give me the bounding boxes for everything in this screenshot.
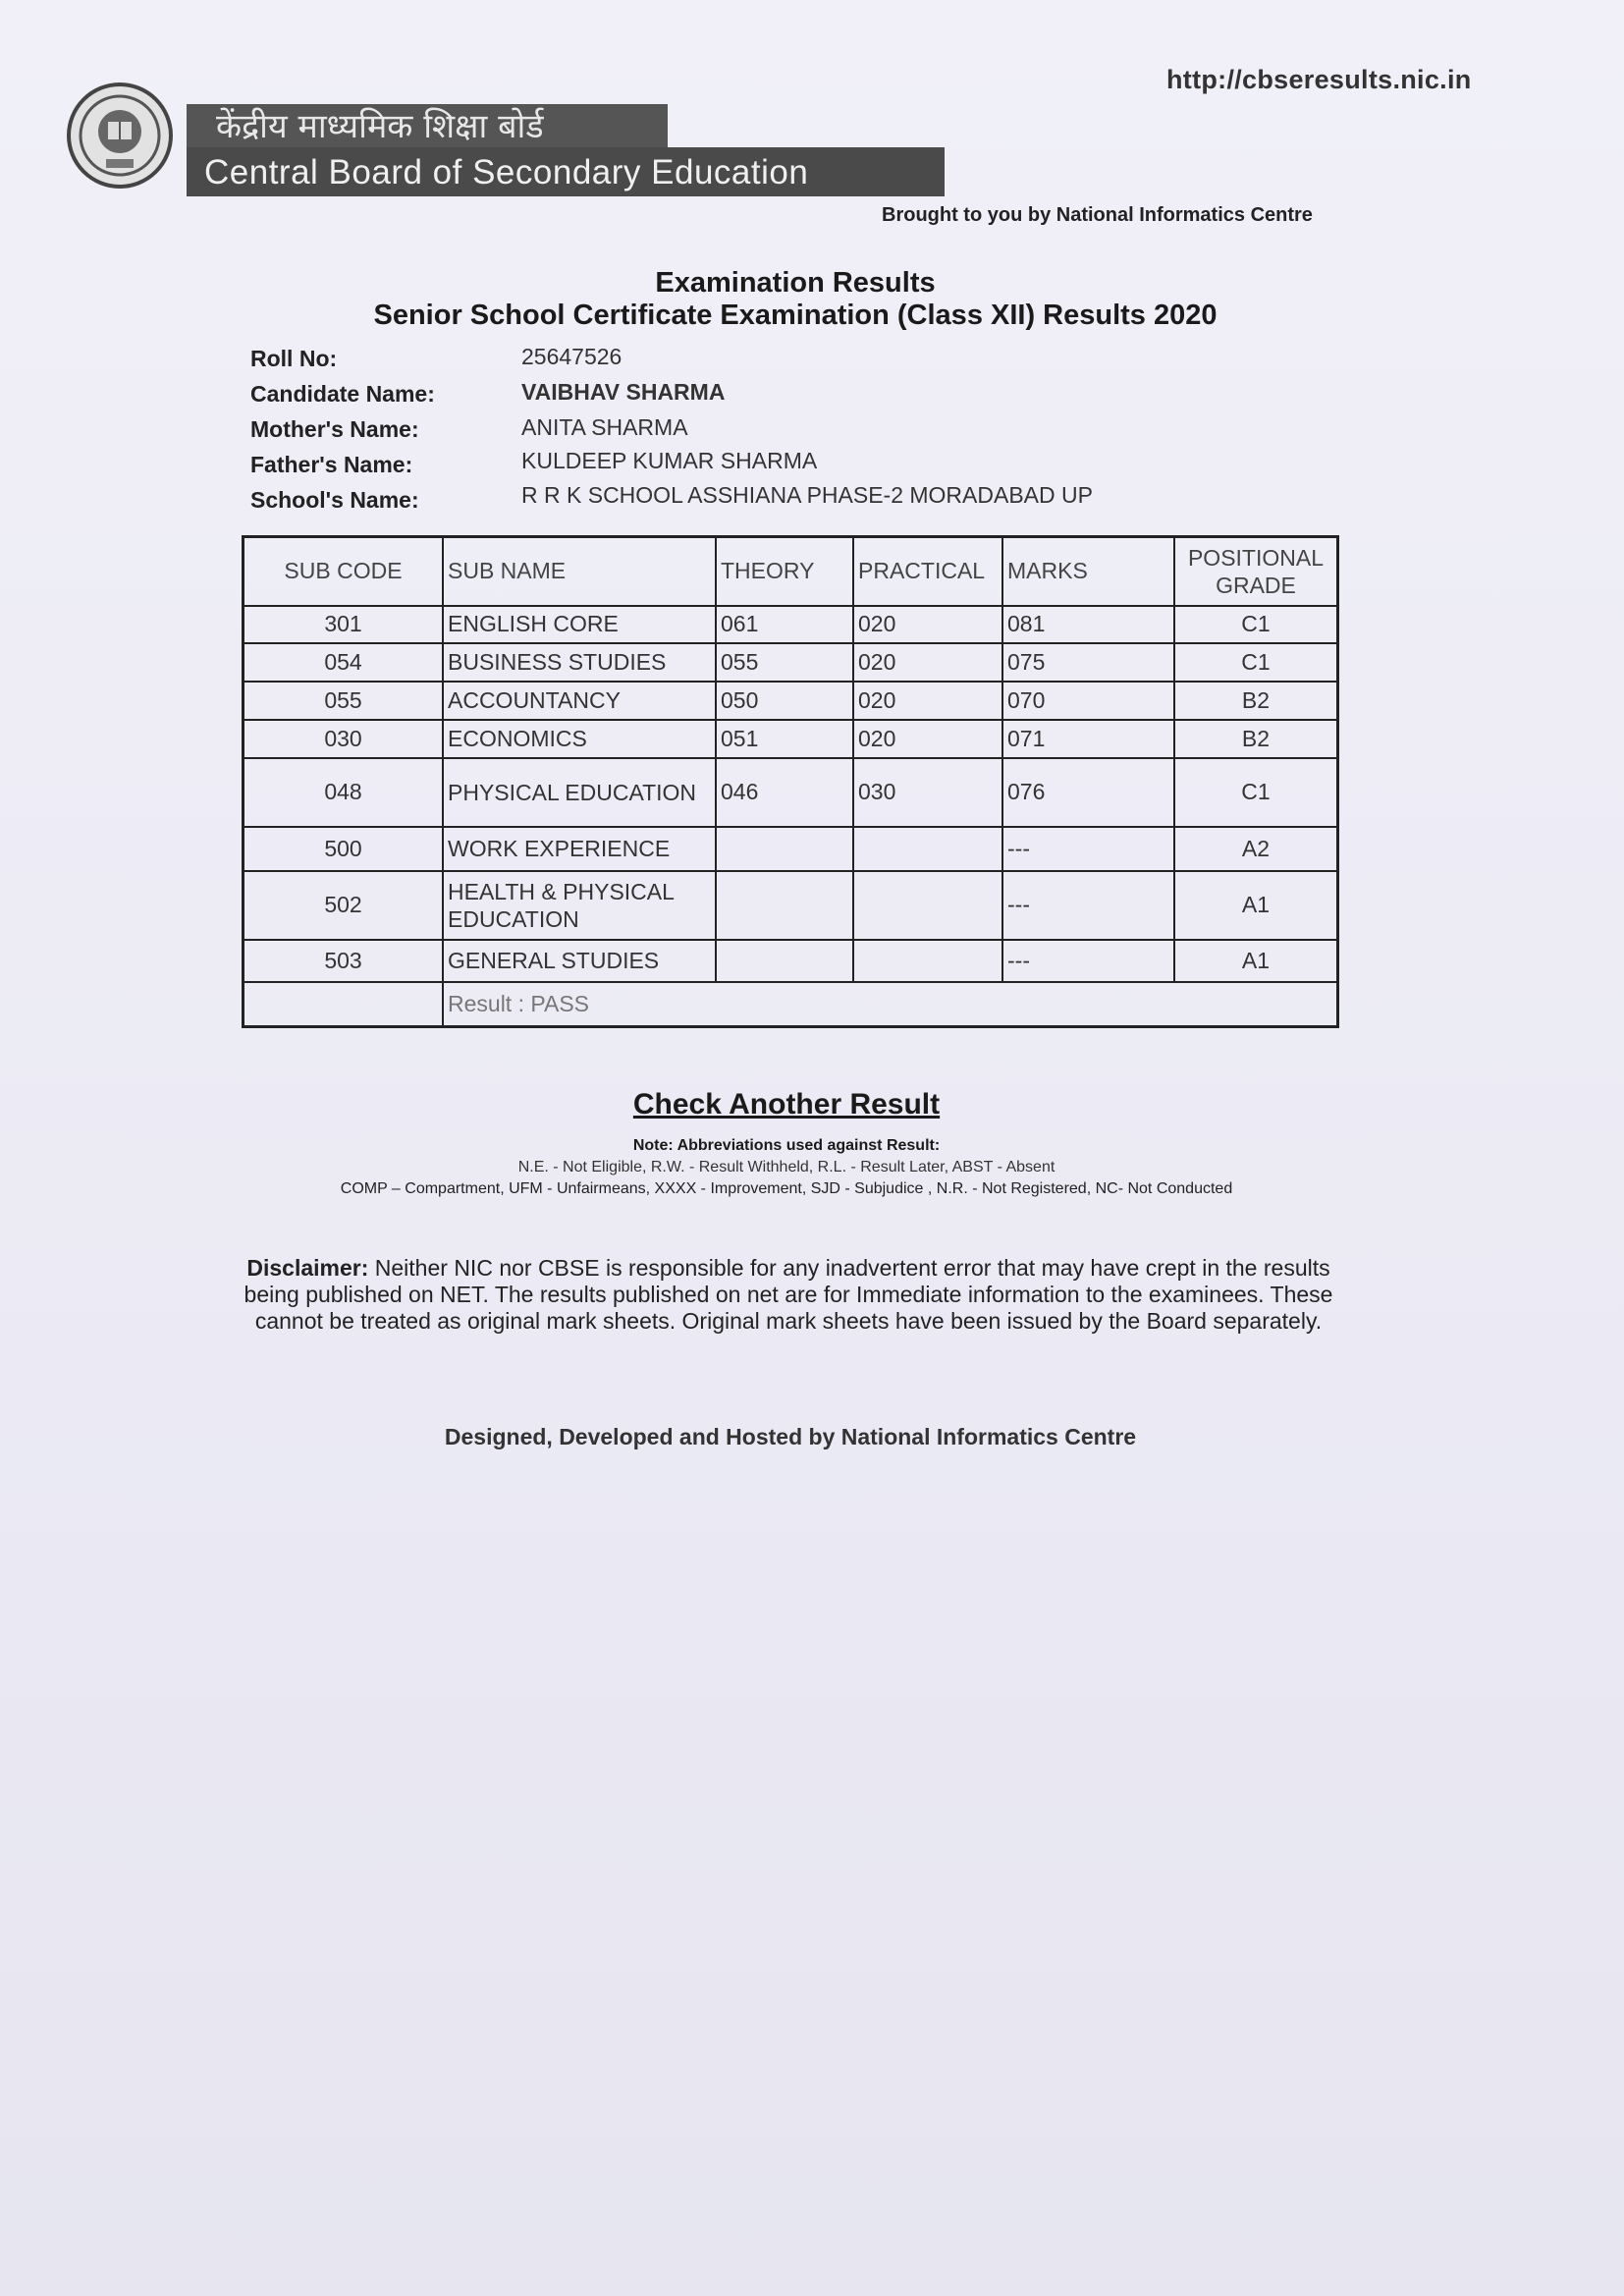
board-name-english: Central Board of Secondary Education xyxy=(187,147,945,196)
table-row xyxy=(244,643,1338,682)
grade-cell: A2 xyxy=(1174,827,1338,871)
table-row xyxy=(244,871,1338,940)
site-url: http://cbseresults.nic.in xyxy=(1166,65,1472,94)
sub-code-cell: 502 xyxy=(244,871,444,940)
marks-table xyxy=(242,535,1339,1028)
mother-name-value: ANITA SHARMA xyxy=(521,414,688,440)
result-status: Result : PASS xyxy=(443,982,1338,1027)
theory-cell: 051 xyxy=(716,720,853,758)
practical-cell: 020 xyxy=(853,682,1002,720)
candidate-name-label: Candidate Name: xyxy=(250,381,435,407)
sub-code-cell: 054 xyxy=(244,643,444,682)
grade-cell: A1 xyxy=(1174,940,1338,982)
result-row xyxy=(244,982,1338,1027)
roll-label: Roll No: xyxy=(250,346,338,371)
note-line-1: N.E. - Not Eligible, R.W. - Result Withheld, R.L. - Result Later, ABST - Absent xyxy=(517,1159,1056,1175)
cbse-logo-icon xyxy=(65,81,175,191)
sub-code-cell: 030 xyxy=(244,720,444,758)
grade-cell: C1 xyxy=(1174,606,1338,643)
result-empty-cell xyxy=(244,982,444,1027)
sub-code-cell: 055 xyxy=(244,682,444,720)
candidate-name-value: VAIBHAV SHARMA xyxy=(521,379,726,405)
header-theory: THEORY xyxy=(716,537,853,606)
father-name-value: KULDEEP KUMAR SHARMA xyxy=(521,448,818,473)
footer-credit: Designed, Developed and Hosted by National Informatics Centre xyxy=(444,1424,1137,1449)
theory-cell xyxy=(716,940,853,982)
sub-name-cell: ENGLISH CORE xyxy=(443,606,716,643)
mother-name-label: Mother's Name: xyxy=(250,416,419,442)
sub-code-cell: 500 xyxy=(244,827,444,871)
check-another-result-link[interactable]: Check Another Result xyxy=(632,1088,941,1121)
practical-cell xyxy=(853,827,1002,871)
theory-cell: 055 xyxy=(716,643,853,682)
header-sub-name: SUB NAME xyxy=(443,537,716,606)
table-row xyxy=(244,827,1338,871)
practical-cell: 020 xyxy=(853,643,1002,682)
marks-cell: --- xyxy=(1002,827,1174,871)
practical-cell xyxy=(853,871,1002,940)
header-positional-grade: POSITIONAL GRADE xyxy=(1174,537,1338,606)
board-name-hindi: केंद्रीय माध्यमिक शिक्षा बोर्ड xyxy=(187,104,668,149)
practical-cell: 030 xyxy=(853,758,1002,827)
sub-name-cell: GENERAL STUDIES xyxy=(443,940,716,982)
brought-by-text: Brought to you by National Informatics Centre xyxy=(882,204,1313,226)
roll-value: 25647526 xyxy=(521,344,623,369)
sub-name-cell: ECONOMICS xyxy=(443,720,716,758)
table-row xyxy=(244,606,1338,643)
school-name-value: R R K SCHOOL ASSHIANA PHASE-2 MORADABAD UP xyxy=(521,482,1093,508)
marks-cell: --- xyxy=(1002,940,1174,982)
practical-cell: 020 xyxy=(853,606,1002,643)
table-row xyxy=(244,940,1338,982)
table-row xyxy=(244,720,1338,758)
grade-cell: B2 xyxy=(1174,682,1338,720)
note-title: Note: Abbreviations used against Result: xyxy=(632,1137,941,1154)
theory-cell: 050 xyxy=(716,682,853,720)
practical-cell: 020 xyxy=(853,720,1002,758)
table-row xyxy=(244,758,1338,827)
theory-cell xyxy=(716,871,853,940)
grade-cell: B2 xyxy=(1174,720,1338,758)
grade-cell: C1 xyxy=(1174,643,1338,682)
note-line-2: COMP – Compartment, UFM - Unfairmeans, XXXX - Improvement, SJD - Subjudice , N.R. - Not Registered, NC- Not Conducted xyxy=(340,1180,1233,1197)
page-title: Examination Results xyxy=(655,267,936,299)
sub-name-cell: ACCOUNTANCY xyxy=(443,682,716,720)
marks-cell: --- xyxy=(1002,871,1174,940)
theory-cell: 061 xyxy=(716,606,853,643)
marks-cell: 081 xyxy=(1002,606,1174,643)
grade-cell: C1 xyxy=(1174,758,1338,827)
header-marks: MARKS xyxy=(1002,537,1174,606)
marks-cell: 076 xyxy=(1002,758,1174,827)
sub-code-cell: 048 xyxy=(244,758,444,827)
father-name-label: Father's Name: xyxy=(250,452,413,477)
sub-name-cell: WORK EXPERIENCE xyxy=(443,827,716,871)
practical-cell xyxy=(853,940,1002,982)
sub-name-cell: PHYSICAL EDUCATION xyxy=(443,758,716,827)
disclaimer xyxy=(244,1255,1333,1335)
disclaimer-text: Neither NIC nor CBSE is responsible for any inadvertent error that may have crept in the results being published on NET. The results published on net are for Immediate information to the examinees. These cannot be treated as original mark sheets. Original mark sheets have been issued by the Board separately. xyxy=(244,1255,1333,1334)
disclaimer-label: Disclaimer: xyxy=(246,1255,369,1281)
sub-name-cell: HEALTH & PHYSICAL EDUCATION xyxy=(443,871,716,940)
exam-title: Senior School Certificate Examination (Class XII) Results 2020 xyxy=(373,300,1218,331)
grade-cell: A1 xyxy=(1174,871,1338,940)
header-practical: PRACTICAL xyxy=(853,537,1002,606)
marks-cell: 075 xyxy=(1002,643,1174,682)
school-name-label: School's Name: xyxy=(250,487,419,513)
header-sub-code: SUB CODE xyxy=(244,537,444,606)
table-row xyxy=(244,682,1338,720)
marks-cell: 070 xyxy=(1002,682,1174,720)
theory-cell xyxy=(716,827,853,871)
marks-cell: 071 xyxy=(1002,720,1174,758)
table-header-row xyxy=(244,537,1338,606)
sub-code-cell: 301 xyxy=(244,606,444,643)
sub-code-cell: 503 xyxy=(244,940,444,982)
theory-cell: 046 xyxy=(716,758,853,827)
sub-name-cell: BUSINESS STUDIES xyxy=(443,643,716,682)
